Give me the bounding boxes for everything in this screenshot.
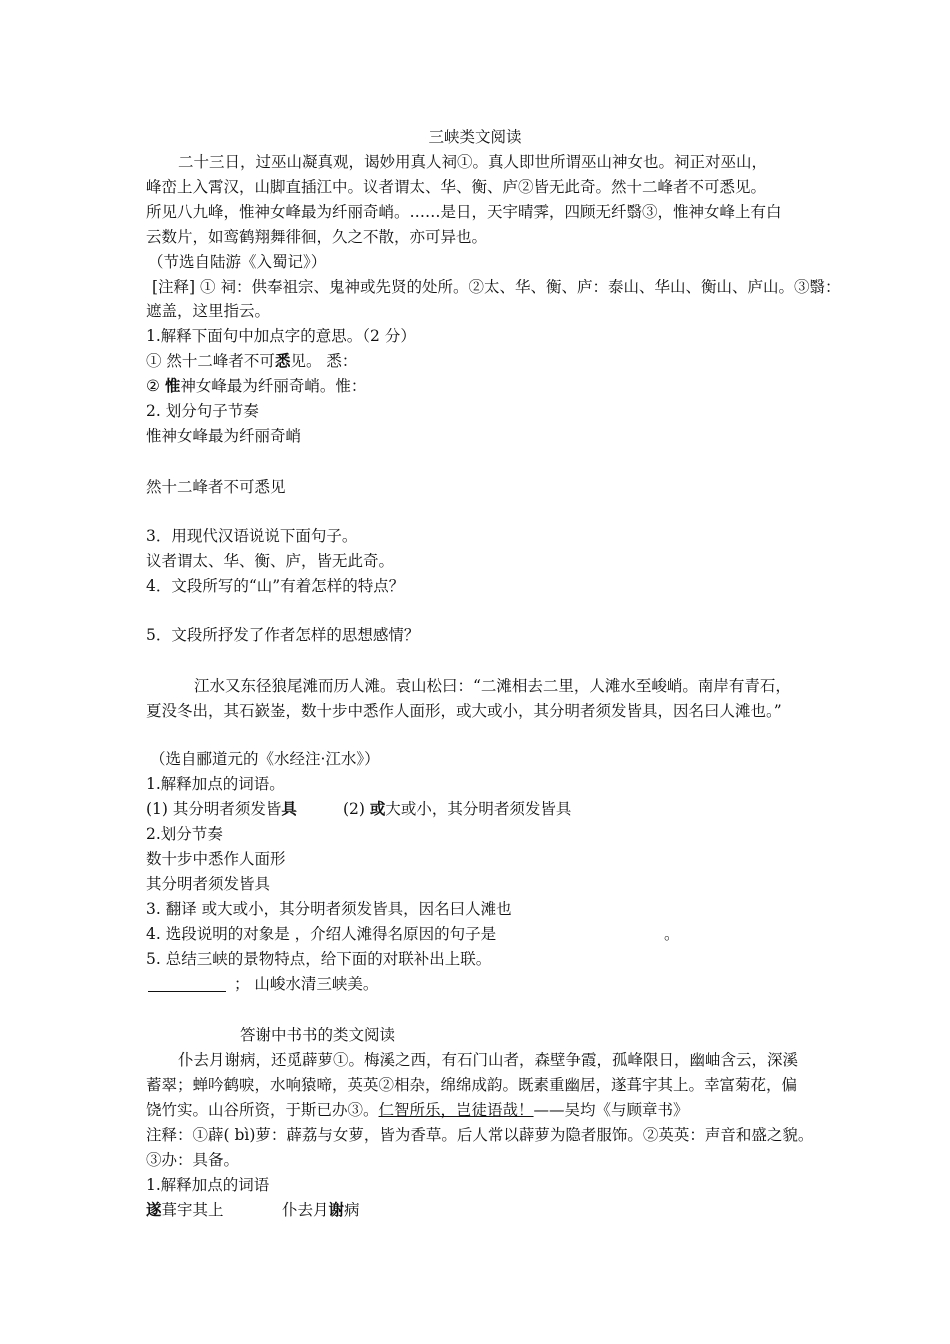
s1-question1a: ① 然十二峰者不可悉见。 悉：: [146, 351, 358, 370]
s1-question2b: 然十二峰者不可悉见: [146, 478, 286, 496]
s2-question1b: (2) 或大或小，其分明者须发皆具: [343, 799, 572, 818]
s2-question4: 4. 选段说明的对象是 ，介绍人滩得名原因的句子是: [146, 925, 497, 943]
section3-title: 答谢中书书的类文阅读: [240, 1026, 396, 1044]
s2-question4-end: 。: [664, 925, 680, 943]
answer-blank[interactable]: [148, 975, 226, 992]
underlined-sentence: 仁智所乐，岂徒语哉！: [378, 1101, 534, 1119]
s2-question1a: (1) 其分明者须发皆具: [146, 799, 297, 818]
s2-para-line2: 夏没冬出，其石嶔崟，数十步中悉作人面形，或大或小，其分明者须发皆具，因名曰人滩也。”: [146, 702, 782, 720]
s1-para-line1: 二十三日，过巫山凝真观，谒妙用真人祠①。真人即世所谓巫山神女也。祠正对巫山，: [178, 153, 768, 171]
s1-note-line2: 遮盖，这里指云。: [146, 302, 271, 320]
s2-source: （选自郦道元的《水经注·江水》）: [150, 750, 380, 768]
s2-para-line1: 江水又东径狼尾滩而历人滩。袁山松曰：“二滩相去二里，人滩水至峻峭。南岸有青石，: [194, 677, 791, 695]
s1-question1b: ② 惟神女峰最为纤丽奇峭。惟：: [146, 376, 367, 395]
s3-question1a: 遂葺宇其上: [146, 1200, 224, 1219]
s1-question4: 4．文段所写的“山”有着怎样的特点？: [146, 577, 405, 595]
s1-source: （节选自陆游《入蜀记》）: [148, 253, 327, 271]
section1-title: 三峡类文阅读: [428, 128, 522, 146]
s3-note-line1: 注释：①薜( bì)萝：薜荔与女萝，皆为香草。后人常以薜萝为隐者服饰。②英英：声音和盛之貌。: [146, 1126, 814, 1144]
s1-question3: 3．用现代汉语说说下面句子。: [146, 527, 358, 545]
s3-para-line3: 饶竹实。山谷所资，于斯已办③。仁智所乐，岂徒语哉！——吴均《与顾章书》: [146, 1101, 689, 1119]
s2-question5: 5. 总结三峡的景物特点，给下面的对联补出上联。: [146, 950, 492, 968]
s1-question5: 5．文段所抒发了作者怎样的思想感情？: [146, 626, 420, 644]
s3-para-line1: 仆去月谢病，还觅薜萝①。梅溪之西，有石门山者，森壁争霞，孤峰限日，幽岫含云，深溪: [178, 1051, 799, 1069]
s3-question1: 1.解释加点的词语: [146, 1176, 270, 1194]
s2-question2a: 数十步中悉作人面形: [146, 850, 286, 868]
s1-note-line1: [注释] ① 祠：供奉祖宗、鬼神或先贤的处所。②太、华、衡、庐：泰山、华山、衡山、庐山。③翳：: [152, 278, 841, 296]
s3-question1b: 仆去月谢病: [282, 1200, 360, 1219]
s3-note-line2: ③办：具备。: [146, 1151, 240, 1169]
s2-question2: 2.划分节奏: [146, 825, 223, 843]
s2-question3: 3. 翻译 或大或小，其分明者须发皆具，因名曰人滩也: [146, 900, 512, 918]
s2-question2b: 其分明者须发皆具: [146, 875, 271, 893]
s1-question2a: 惟神女峰最为纤丽奇峭: [146, 427, 302, 445]
s2-couplet: ； 山峻水清三峡美。: [148, 973, 378, 995]
s1-question2: 2. 划分句子节奏: [146, 402, 259, 420]
s1-para-line4: 云数片，如鸾鹤翔舞徘徊，久之不散，亦可异也。: [146, 228, 488, 246]
s1-question1: 1.解释下面句中加点字的意思。（2 分）: [146, 327, 416, 345]
s1-para-line2: 峰峦上入霄汉，山脚直插江中。议者谓太、华、衡、庐②皆无此奇。然十二峰者不可悉见。: [146, 178, 767, 196]
s2-question1: 1.解释加点的词语。: [146, 775, 285, 793]
s1-para-line3: 所见八九峰，惟神女峰最为纤丽奇峭。……是日，天宇晴霁，四顾无纤翳③，惟神女峰上有白: [146, 203, 782, 221]
s1-question3a: 议者谓太、华、衡、庐，皆无此奇。: [146, 552, 395, 570]
s3-para-line2: 蓄翠；蝉吟鹤唳，水响猿啼，英英②相杂，绵绵成韵。既素重幽居，遂葺宇其上。幸富菊花，偏: [146, 1076, 798, 1094]
